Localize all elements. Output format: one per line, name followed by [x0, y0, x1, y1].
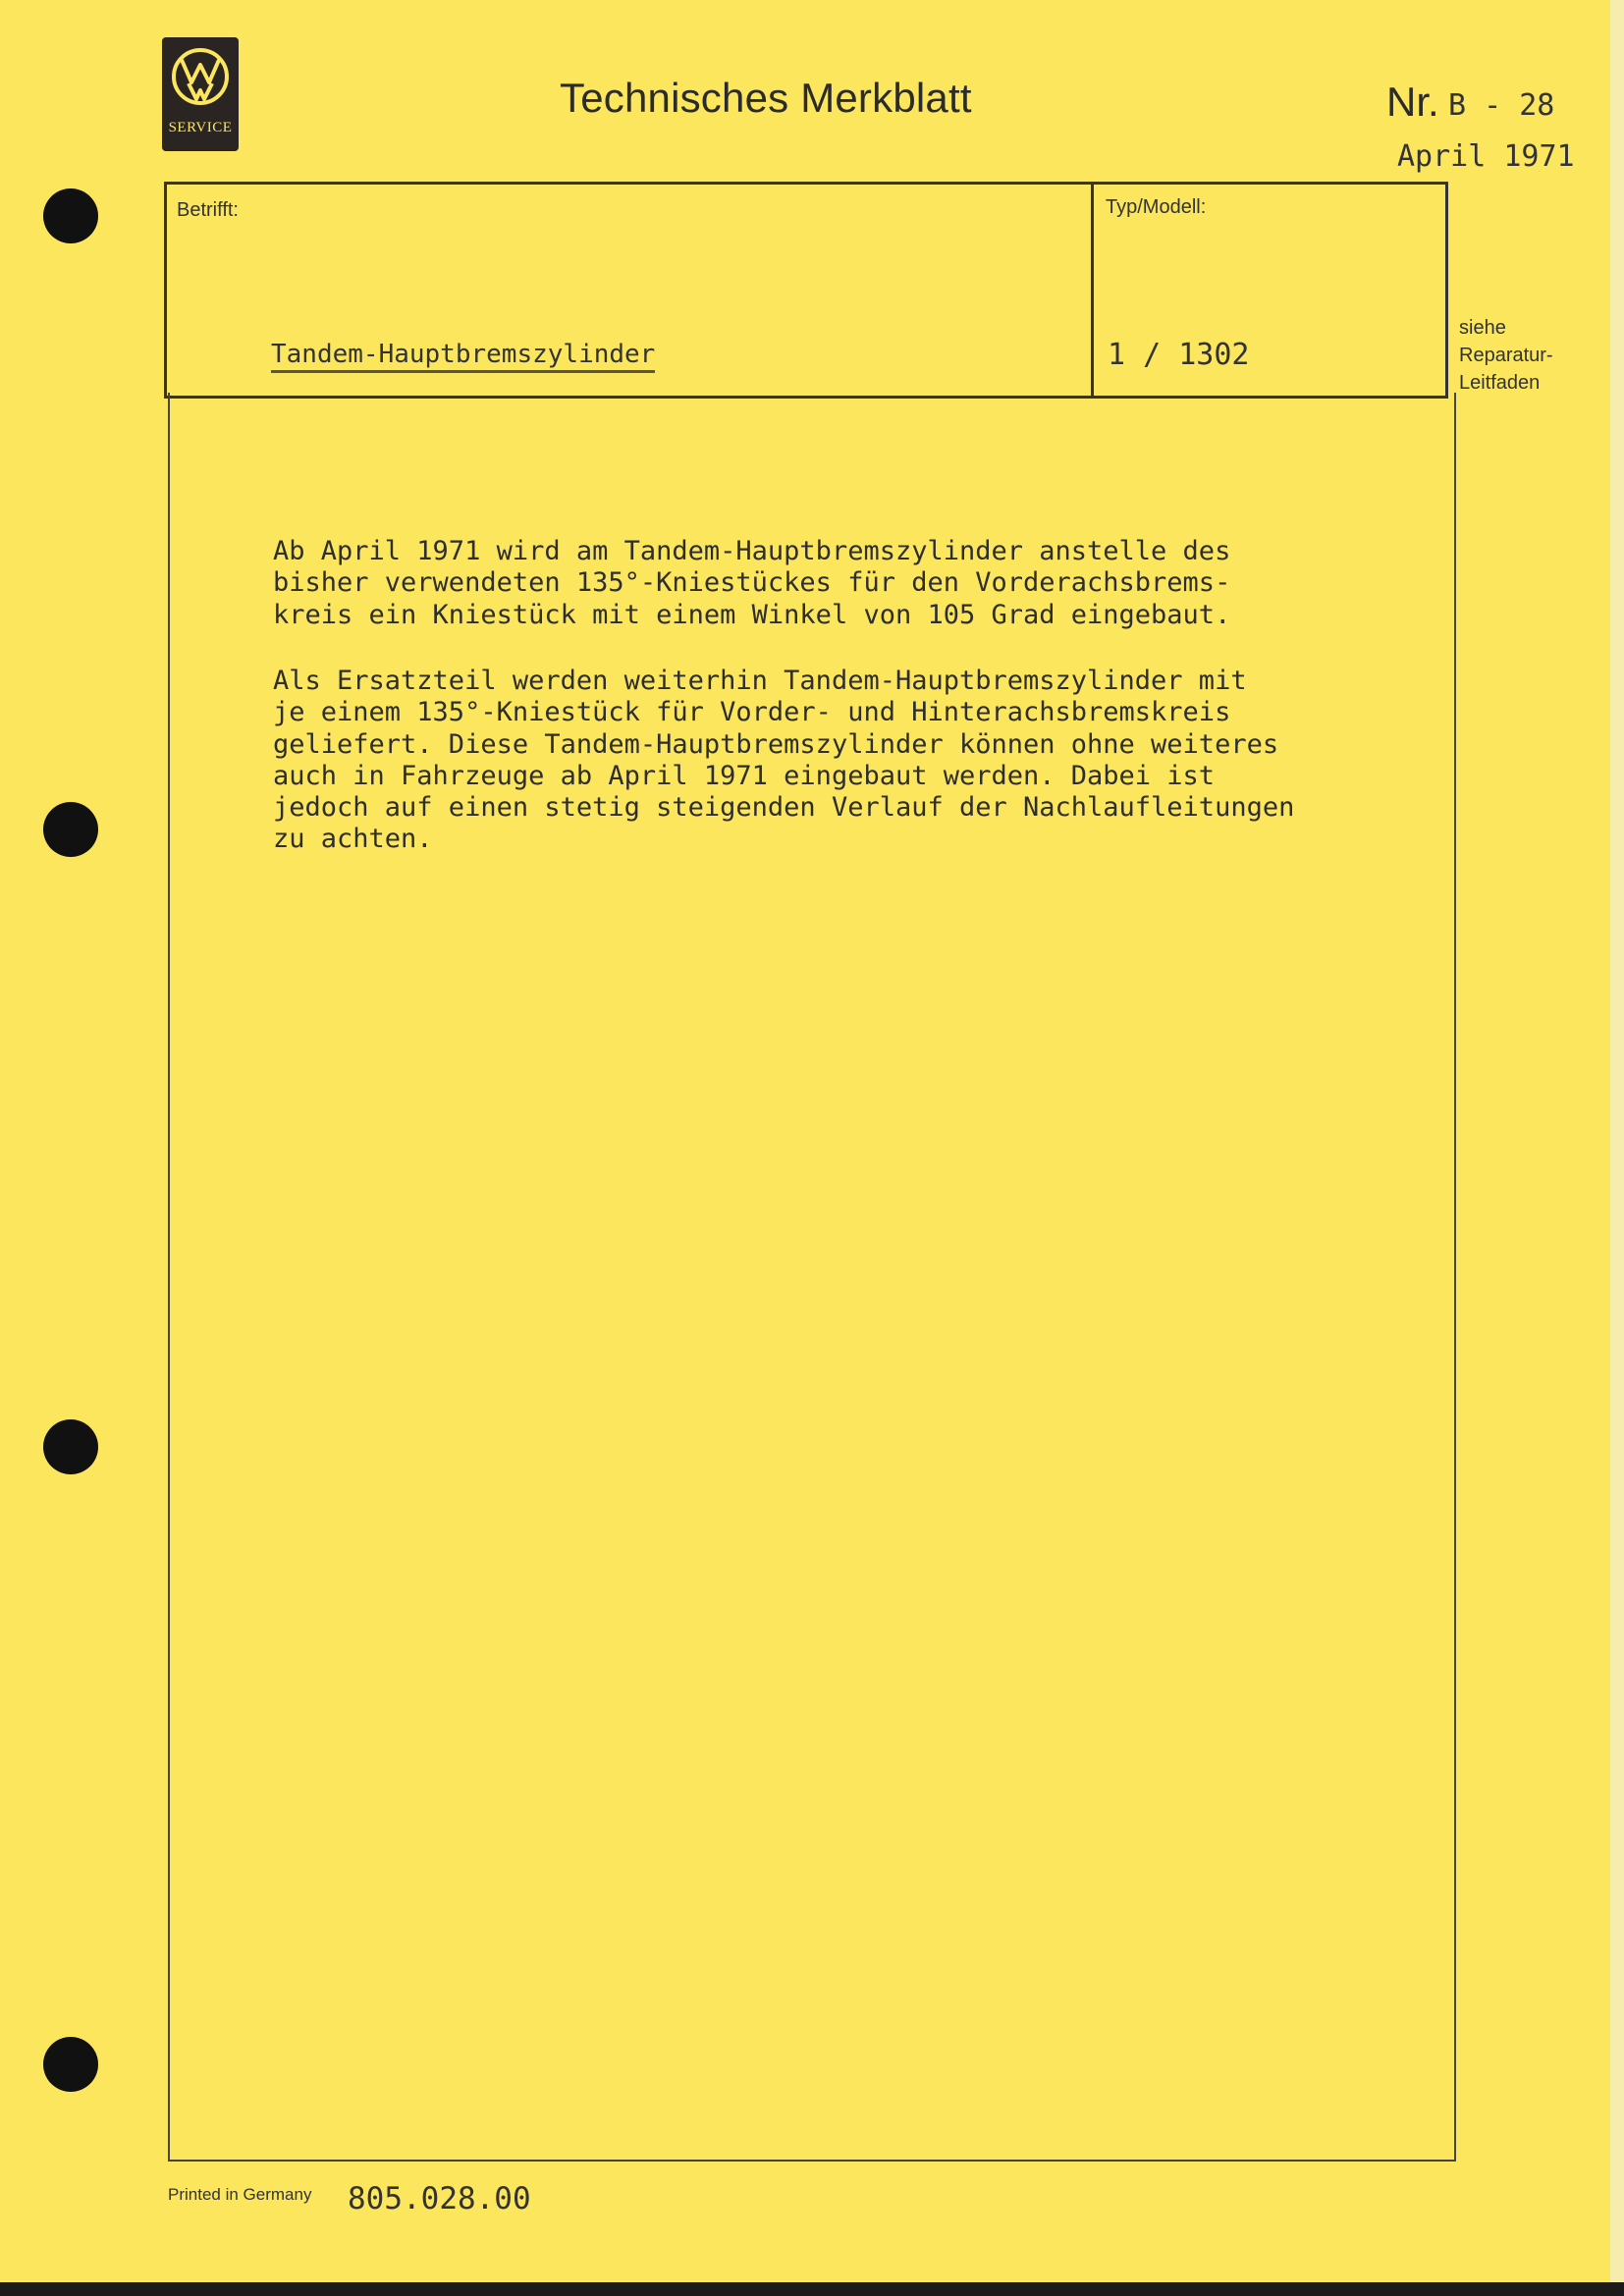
page-right-margin [1610, 0, 1624, 2296]
side-note-line: Leitfaden [1459, 372, 1541, 394]
paragraph-line: bisher verwendeten 135°-Kniestückes für den Vorderachsbrems- [273, 567, 1231, 599]
number-value: B - 28 [1448, 88, 1555, 123]
body-frame [168, 393, 1456, 2162]
logo-service-text: SERVICE [168, 120, 233, 135]
paragraph-line: zu achten. [273, 824, 433, 855]
footer-part-number: 805.028.00 [348, 2181, 531, 2216]
side-note-line: siehe [1459, 317, 1506, 339]
paragraph-line: jedoch auf einen stetig steigenden Verlauf der Nachlaufleitungen [273, 792, 1295, 824]
paragraph-line: Als Ersatzteil werden weiterhin Tandem-Hauptbremszylinder mit [273, 666, 1247, 696]
page-bottom-edge [0, 2282, 1624, 2296]
paragraph-line: je einem 135°-Kniestück für Vorder- und Hinterachsbremskreis [273, 697, 1231, 728]
model-label: Typ/Modell: [1106, 196, 1207, 218]
subject-label: Betrifft: [177, 199, 239, 221]
subject-value: Tandem-Hauptbremszylinder [271, 340, 655, 373]
vw-service-logo [162, 37, 239, 151]
paragraph-1 [273, 536, 1353, 631]
punch-hole [43, 802, 98, 857]
header-table-divider [1091, 182, 1094, 396]
paragraph-line: geliefert. Diese Tandem-Hauptbremszylinder können ohne weiteres [273, 728, 1279, 760]
footer-printed-label: Printed in Germany [168, 2185, 312, 2204]
side-note [1459, 314, 1553, 397]
number-label: Nr. [1386, 79, 1439, 125]
punch-hole [43, 188, 98, 243]
punch-hole [43, 2037, 98, 2092]
side-note-line: Reparatur- [1459, 345, 1553, 366]
issue-date: April 1971 [1397, 139, 1575, 174]
paragraph-2 [273, 666, 1353, 856]
punch-hole [43, 1419, 98, 1474]
page-title: Technisches Merkblatt [560, 75, 972, 121]
paragraph-line: Ab April 1971 wird am Tandem-Hauptbremszylinder anstelle des [273, 536, 1231, 566]
model-value: 1 / 1302 [1108, 338, 1250, 372]
vw-logo-icon [171, 47, 230, 106]
paragraph-line: kreis ein Kniestück mit einem Winkel von 105 Grad eingebaut. [273, 599, 1231, 630]
paragraph-line: auch in Fahrzeuge ab April 1971 eingebaut werden. Dabei ist [273, 760, 1216, 791]
